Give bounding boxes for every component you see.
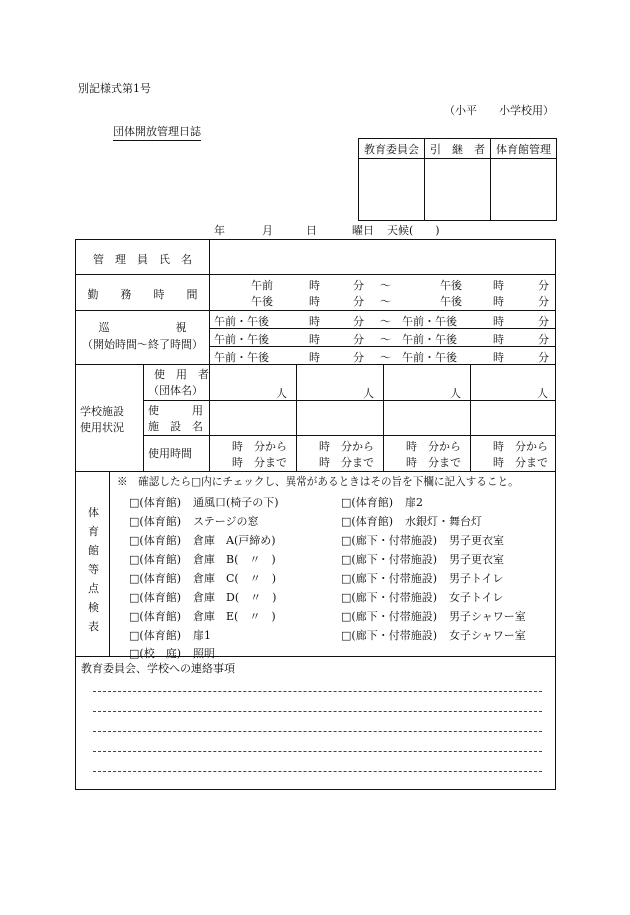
date-year[interactable]: 年 [214, 224, 225, 237]
contact-notes-label: 教育委員会、学校への連絡事項 [81, 662, 235, 675]
patrol-tilde: ～ [380, 351, 391, 364]
usage-time-to-2[interactable]: 時 分まで [319, 456, 374, 469]
check-item-storage-b[interactable] [129, 551, 276, 567]
stamp-cell-gym-manager[interactable] [491, 159, 557, 221]
work-minute-label: 分 [538, 295, 549, 308]
checkbox[interactable] [129, 629, 139, 642]
work-minute-label: 分 [353, 279, 364, 292]
usage-time-from-1[interactable]: 時 分から [232, 440, 287, 453]
notes-line-3[interactable] [93, 731, 542, 732]
patrol-minute-label: 分 [353, 315, 364, 328]
check-item-womens-shower[interactable] [341, 627, 526, 643]
usage-time-to-1[interactable]: 時 分まで [232, 456, 287, 469]
patrol-tilde: ～ [380, 333, 391, 346]
patrol-ampm-label: 午前・午後 [214, 351, 269, 364]
check-category: (廊下・付帯施設) [351, 591, 437, 604]
work-tilde: ～ [380, 279, 391, 292]
work-hour-label: 時 [493, 279, 504, 292]
usage-time-to-3[interactable]: 時 分まで [406, 456, 461, 469]
check-category: (体育館) [139, 553, 181, 566]
usage-time-from-4[interactable]: 時 分から [493, 440, 548, 453]
check-item-vent[interactable] [129, 494, 279, 510]
patrol-sublabel: （開始時間～終了時間） [82, 338, 203, 351]
check-name: 男子シャワー室 [449, 610, 526, 623]
side-char: 館 [88, 544, 99, 557]
check-category: (校 庭) [139, 647, 181, 660]
check-name: 男子更衣室 [449, 553, 504, 566]
check-item-locker-room-2[interactable] [341, 551, 504, 567]
date-month[interactable]: 月 [262, 224, 273, 237]
side-char: 等 [88, 563, 99, 576]
work-am-label: 午前 [251, 279, 273, 292]
patrol-ampm-label: 午前・午後 [402, 333, 457, 346]
person-count-3[interactable]: 人 [450, 387, 461, 400]
check-name: 扉1 [193, 629, 211, 642]
check-name: 倉庫 E( 〃 ) [193, 610, 276, 623]
inspection-note: ※ 確認したら□内にチェックし、異常があるときはその旨を下欄に記入すること。 [117, 476, 519, 488]
user-label-2: （団体名） [148, 384, 203, 397]
check-category: (廊下・付帯施設) [351, 553, 437, 566]
date-day[interactable]: 日 [306, 224, 317, 237]
checkbox[interactable] [341, 629, 351, 642]
check-category: (廊下・付帯施設) [351, 610, 437, 623]
patrol-hour-label: 時 [493, 333, 504, 346]
check-category: (体育館) [139, 610, 181, 623]
manager-name-label: 管 理 員 氏 名 [93, 253, 192, 266]
check-category: (体育館) [139, 629, 181, 642]
work-hour-label: 時 [493, 295, 504, 308]
check-item-mens-toilet[interactable] [341, 570, 503, 586]
patrol-hour-label: 時 [493, 351, 504, 364]
stamp-header-gym-manager: 体育館管理 [491, 139, 557, 159]
check-category: (体育館) [139, 515, 181, 528]
side-char: 体 [88, 506, 99, 519]
side-char: 検 [88, 601, 99, 614]
check-item-storage-e[interactable] [129, 608, 276, 624]
check-item-storage-c[interactable] [129, 570, 276, 586]
checkbox[interactable] [341, 591, 351, 604]
date-line [214, 222, 440, 238]
log-form [75, 239, 556, 790]
check-category: (体育館) [139, 572, 181, 585]
check-item-mercury-stage-light[interactable] [341, 513, 482, 529]
work-hour-label: 時 [309, 279, 320, 292]
checkbox[interactable] [129, 496, 139, 509]
patrol-minute-label: 分 [353, 351, 364, 364]
work-pm-label: 午後 [440, 295, 462, 308]
patrol-hour-label: 時 [309, 315, 320, 328]
patrol-label: 巡 視 [98, 321, 187, 334]
patrol-minute-label: 分 [538, 351, 549, 364]
check-name: 通風口(椅子の下) [193, 496, 279, 509]
check-name: 照明 [193, 647, 215, 660]
facility-name-field-2[interactable] [297, 401, 383, 435]
checkbox[interactable] [129, 572, 139, 585]
patrol-hour-label: 時 [493, 315, 504, 328]
work-pm-label: 午後 [251, 295, 273, 308]
patrol-hour-label: 時 [309, 351, 320, 364]
check-category: (体育館) [139, 534, 181, 547]
checkbox[interactable] [341, 610, 351, 623]
check-category: (体育館) [139, 591, 181, 604]
side-char: 育 [88, 525, 99, 538]
stamp-header-handover: 引 継 者 [425, 139, 491, 159]
check-name: 男子トイレ [449, 572, 504, 585]
check-item-storage-a[interactable] [129, 532, 276, 548]
notes-line-4[interactable] [93, 751, 542, 752]
facility-name-field-1[interactable] [210, 401, 296, 435]
check-category: (体育館) [139, 496, 181, 509]
patrol-minute-label: 分 [353, 333, 364, 346]
usage-time-from-3[interactable]: 時 分から [406, 440, 461, 453]
person-count-1[interactable]: 人 [276, 387, 287, 400]
stamp-header-education-board: 教育委員会 [359, 139, 425, 159]
checkbox[interactable] [341, 515, 351, 528]
work-tilde: ～ [380, 295, 391, 308]
patrol-minute-label: 分 [538, 333, 549, 346]
check-name: 倉庫 B( 〃 ) [193, 553, 276, 566]
work-minute-label: 分 [538, 279, 549, 292]
check-item-stage-window[interactable] [129, 513, 259, 529]
check-item-locker-room-1[interactable] [341, 532, 504, 548]
usage-group-label-1: 学校施設 [80, 405, 124, 418]
user-label-1: 使 用 者 [154, 368, 209, 381]
form-number: 別記様式第1号 [78, 82, 151, 95]
check-category: (廊下・付帯施設) [351, 534, 437, 547]
work-hours-label: 勤 務 時 間 [87, 288, 198, 301]
facility-label-1: 使 用 [148, 404, 203, 417]
usage-time-to-4[interactable]: 時 分まで [493, 456, 548, 469]
check-item-mens-shower[interactable] [341, 608, 526, 624]
person-count-2[interactable]: 人 [363, 387, 374, 400]
check-category: (体育館) [351, 496, 393, 509]
school-label: （小平 小学校用） [444, 104, 554, 117]
check-name: 倉庫 C( 〃 ) [193, 572, 276, 585]
check-name: 扉2 [405, 496, 423, 509]
work-minute-label: 分 [353, 295, 364, 308]
checkbox[interactable] [129, 553, 139, 566]
document-title: 団体開放管理日誌 [113, 123, 201, 141]
usage-group-label-2: 使用状況 [80, 421, 124, 434]
date-weather[interactable]: 天候( ) [387, 224, 440, 237]
approval-stamp-table [358, 138, 557, 221]
checkbox[interactable] [129, 610, 139, 623]
usage-time-label: 使用時間 [148, 447, 192, 460]
checkbox[interactable] [129, 591, 139, 604]
patrol-ampm-label: 午前・午後 [214, 333, 269, 346]
check-item-storage-d[interactable] [129, 589, 276, 605]
date-weekday[interactable]: 曜日 [352, 224, 374, 237]
person-count-4[interactable]: 人 [537, 387, 548, 400]
check-category: (廊下・付帯施設) [351, 629, 437, 642]
checkbox[interactable] [129, 534, 139, 547]
patrol-ampm-label: 午前・午後 [214, 315, 269, 328]
facility-name-field-3[interactable] [384, 401, 470, 435]
work-hour-label: 時 [309, 295, 320, 308]
patrol-ampm-label: 午前・午後 [402, 315, 457, 328]
check-item-door-1[interactable] [129, 627, 211, 643]
stamp-cell-handover[interactable] [425, 159, 491, 221]
manager-name-field[interactable] [210, 241, 554, 273]
checkbox[interactable] [341, 572, 351, 585]
side-char: 点 [88, 582, 99, 595]
checkbox[interactable] [341, 534, 351, 547]
usage-time-from-2[interactable]: 時 分から [319, 440, 374, 453]
notes-line-2[interactable] [93, 711, 542, 712]
notes-line-5[interactable] [93, 771, 542, 772]
checkbox[interactable] [341, 553, 351, 566]
work-pm-label: 午後 [440, 279, 462, 292]
check-name: 水銀灯・舞台灯 [405, 515, 482, 528]
checkbox[interactable] [129, 647, 139, 660]
facility-label-2: 施 設 名 [148, 420, 203, 433]
check-item-field-light[interactable] [129, 645, 215, 661]
check-item-door-2[interactable] [341, 494, 423, 510]
check-name: 男子更衣室 [449, 534, 504, 547]
patrol-ampm-label: 午前・午後 [402, 351, 457, 364]
patrol-minute-label: 分 [538, 315, 549, 328]
patrol-hour-label: 時 [309, 333, 320, 346]
check-name: 倉庫 A(戸締め) [193, 534, 276, 547]
patrol-tilde: ～ [380, 315, 391, 328]
check-name: ステージの窓 [193, 515, 259, 528]
checkbox[interactable] [129, 515, 139, 528]
stamp-cell-education-board[interactable] [359, 159, 425, 221]
facility-name-field-4[interactable] [471, 401, 555, 435]
check-name: 女子シャワー室 [449, 629, 526, 642]
side-char: 表 [88, 620, 99, 633]
check-name: 倉庫 D( 〃 ) [193, 591, 277, 604]
check-category: (体育館) [351, 515, 393, 528]
notes-line-1[interactable] [93, 691, 542, 692]
check-item-womens-toilet[interactable] [341, 589, 503, 605]
check-name: 女子トイレ [449, 591, 504, 604]
checkbox[interactable] [341, 496, 351, 509]
check-category: (廊下・付帯施設) [351, 572, 437, 585]
